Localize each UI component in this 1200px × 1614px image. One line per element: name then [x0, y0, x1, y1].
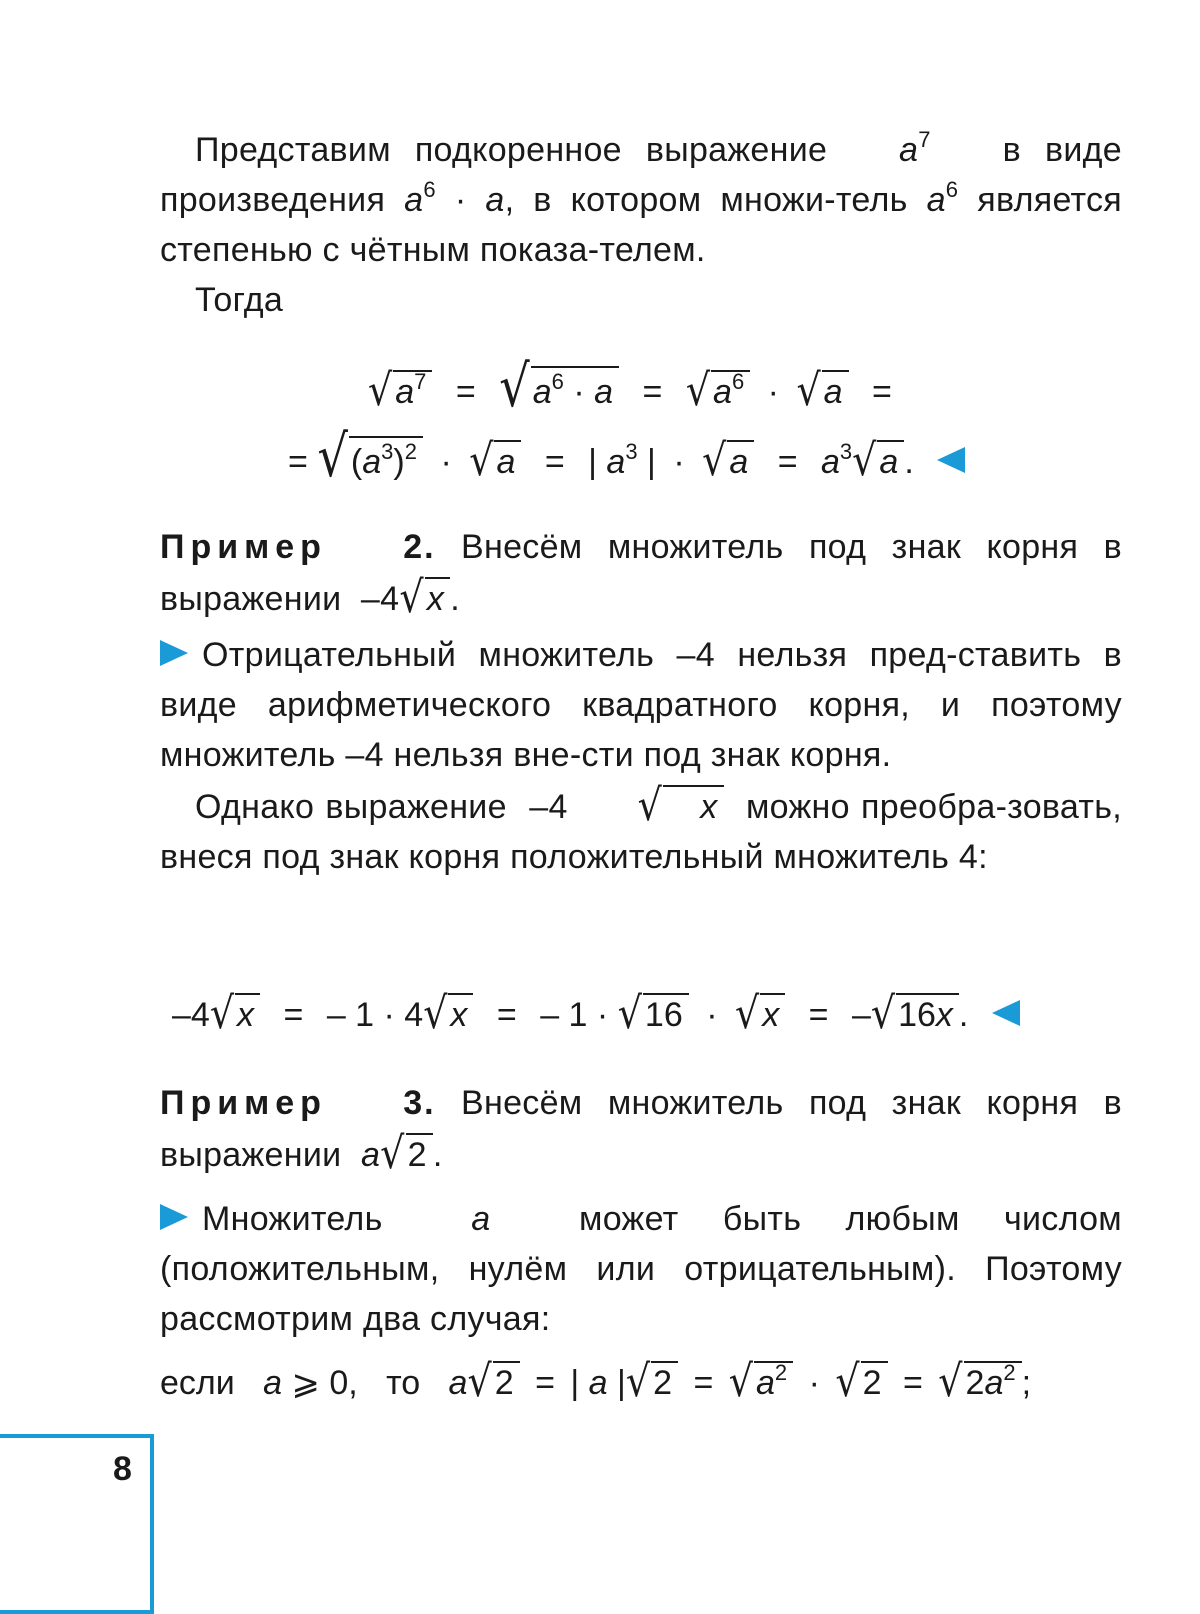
example-2-title: Внесём множитель под знак корня в выражении [160, 528, 1123, 618]
example-3-text-2: может быть любым числом (положительным, нулём или отрицательным). Поэтому рассмотрим два случая: [160, 1200, 1122, 1338]
example-3-heading: Пример 3. Внесём множитель под знак корня в выражении a√2 . [160, 1084, 1123, 1179]
example-2-heading: Пример 2. Внесём множитель под знак корня в выражении –4√x . [160, 528, 1123, 623]
intro-text-3: , в котором множи-тель [504, 181, 908, 219]
case-1-then: то [386, 1364, 421, 1402]
example-2-paragraph-2: Однако выражение –4 √ x можно преобра-зовать, внеся под знак корня положительный множитель 4: [160, 779, 1122, 876]
end-of-solution-icon-2 [992, 1000, 1020, 1026]
example-3-number: 3. [403, 1084, 436, 1122]
case-1-line: если a ⩾ 0, то a√2 = | a $|√2 = √a^2 \cdot √2 = √2a^2$ ; [160, 1355, 1032, 1407]
then-label: Тогда [195, 281, 284, 319]
formula-line-1: $√a^7 = √a^6 \cdot a = √a^6 \cdot √a$ = [368, 353, 892, 421]
start-of-solution-icon [160, 640, 188, 666]
example-2-paragraph-1 [160, 630, 1122, 780]
intro-text-4: является степенью с чётным показа-телем. [160, 181, 1123, 269]
start-of-solution-icon-2 [160, 1204, 188, 1230]
example-2-block [160, 522, 1122, 882]
example-2-text-1: Отрицательный множитель –4 нельзя пред-ставить в виде арифметического квадратного корня, и поэтому множитель –4 нельзя вне-сти под знак корня. [160, 636, 1122, 774]
intro-text-2: в виде произведения [160, 131, 1122, 219]
example-3-label: Пример [160, 1084, 327, 1122]
example-3-block [160, 1078, 1122, 1344]
example-3-paragraph-1: Множитель a может быть любым числом (положительным, нулём или отрицательным). Поэтому рассмотрим два случая: [160, 1200, 1122, 1338]
example-3-text-1: Множитель [202, 1200, 383, 1238]
example-2-label: Пример [160, 528, 327, 566]
example-2-text-2: Однако выражение [195, 788, 507, 826]
formula-line-2: = $√(a^3)^2 \cdot √a$ = | $a^3$ | · $√a = a^3√a$ . [288, 432, 965, 487]
intro-block [160, 125, 1122, 325]
example-2-text-3: можно преобра-зовать, внеся под знак корня положительный множитель 4: [160, 788, 1122, 876]
intro-text-1: Представим подкоренное выражение [195, 131, 828, 169]
end-of-solution-icon [937, 447, 965, 473]
example-2-number: 2. [403, 528, 436, 566]
formula-line-3: –4√x = – 1 · 4√x = – 1 · √16 · √x = –√16x . [172, 988, 1020, 1040]
example-3-title: Внесём множитель под знак корня в выражении [160, 1084, 1123, 1174]
case-1-if: если [160, 1364, 235, 1402]
page-number: 8 [113, 1450, 132, 1488]
intro-paragraph: Представим подкоренное выражение $a^7$ в виде произведения $a^6 \cdot a$, в котором множи-тель $a^6$ является степенью с чётным показа-телем. [160, 126, 1123, 269]
